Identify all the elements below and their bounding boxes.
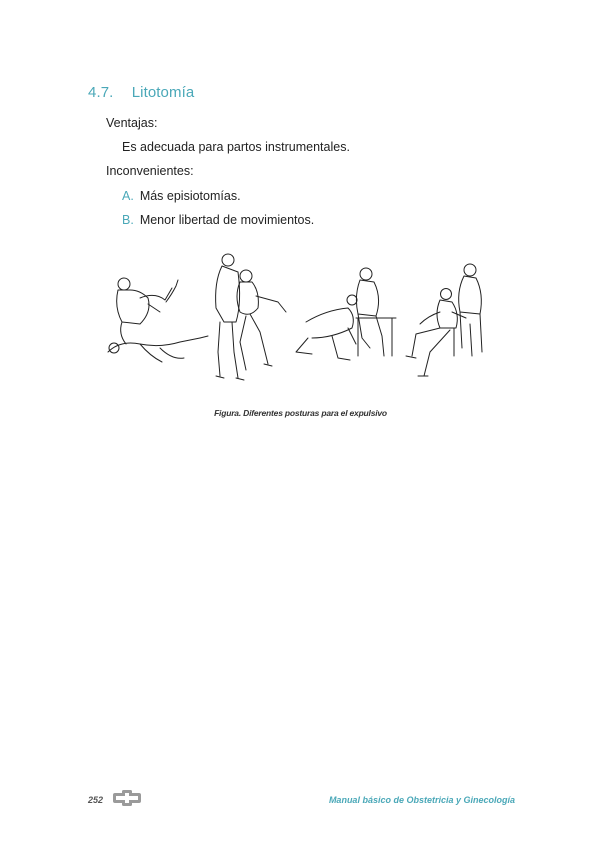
list-item-text: Menor libertad de movimientos. — [139, 213, 315, 227]
figure-caption: Figura. Diferentes posturas para el expulsivo — [214, 408, 387, 418]
hands-knees-posture-figure — [296, 268, 396, 360]
birth-postures-illustration — [100, 252, 490, 392]
section-title: Litotomía — [131, 84, 195, 101]
inconvenientes-label: Inconvenientes: — [106, 164, 194, 178]
list-item-letter: B. — [122, 213, 134, 227]
publisher-logo-icon — [112, 789, 142, 807]
section-heading — [88, 84, 194, 101]
book-title: Manual básico de Obstetricia y Ginecología — [328, 795, 515, 805]
list-item-text: Más episiotomías. — [139, 189, 241, 203]
ventajas-label: Ventajas: — [106, 116, 158, 130]
list-item — [122, 213, 314, 227]
list-item — [122, 189, 241, 203]
seated-posture-figure — [406, 264, 482, 376]
ventajas-text: Es adecuada para partos instrumentales. — [122, 140, 350, 154]
section-number: 4.7. — [88, 84, 114, 101]
standing-posture-figure — [216, 254, 286, 380]
page-number: 252 — [88, 795, 104, 805]
list-item-letter: A. — [122, 189, 134, 203]
reclining-posture-figure — [108, 278, 208, 362]
